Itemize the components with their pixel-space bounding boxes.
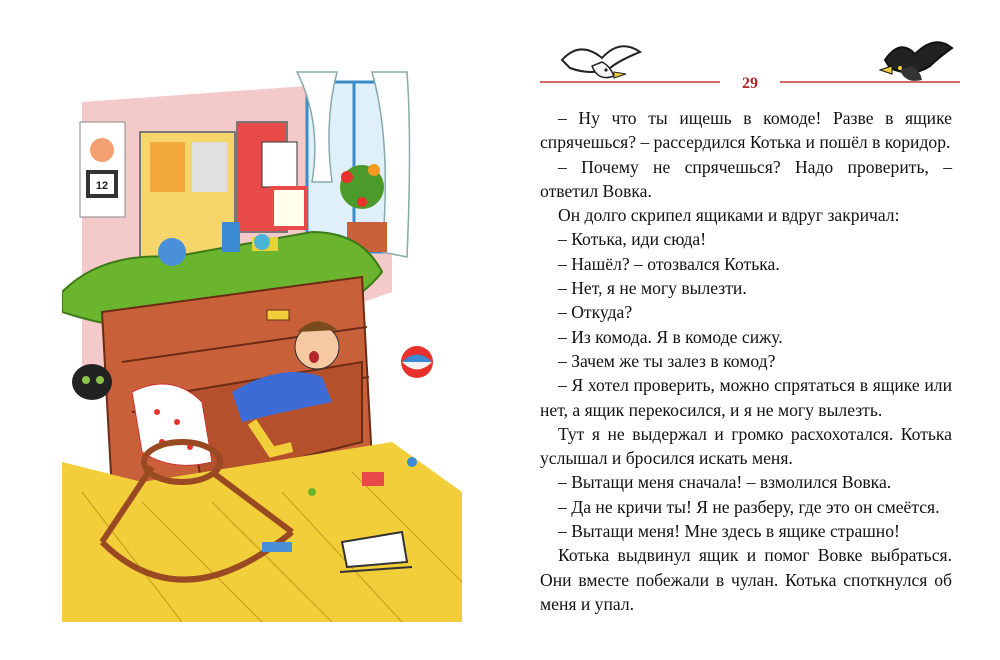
paragraph: – Ну что ты ищешь в комоде! Разве в ящике спрячешься? – рассердился Котька и пошёл в коридор. — [540, 108, 952, 153]
paragraph: – Почему не спрячешься? Надо проверить, – ответил Вовка. — [540, 156, 952, 201]
page-number: 29 — [742, 75, 758, 92]
paragraph: Он долго скрипел ящиками и вдруг закричал: — [558, 205, 900, 226]
paragraph: – Нашёл? – отозвался Котька. — [558, 253, 780, 274]
paragraph: – Вытащи меня сначала! – взмолился Вовка. — [558, 472, 892, 493]
paragraph: Тут я не выдержал и громко расхохотался. Котька услышал и бросился искать меня. — [540, 423, 952, 469]
paragraph: – Нет, я не могу вылезти. — [558, 278, 747, 299]
calendar-number: 12 — [95, 180, 109, 192]
story-text — [540, 106, 952, 616]
paragraph: – Зачем же ты залез в комод? — [558, 350, 776, 371]
paragraph: – Котька, иди сюда! — [558, 229, 707, 250]
paragraph: – Да не кричи ты! Я не разберу, где это он смеётся. — [558, 496, 940, 517]
paragraph: Котька выдвинул ящик и помог Вовке выбраться. Они вместе побежали в чулан. Котька споткнулся об меня и упал. — [540, 545, 952, 614]
paragraph: – Вытащи меня! Мне здесь в ящике страшно! — [558, 521, 900, 542]
chest-of-drawers-illustration — [62, 62, 462, 622]
paragraph: – Я хотел проверить, можно спрятаться в ящике или нет, а ящик перекосился, и я не могу вылезть. — [540, 375, 952, 420]
page-header — [540, 30, 960, 110]
paragraph: – Из комода. Я в комоде сижу. — [558, 326, 783, 347]
black-bird-icon — [880, 42, 952, 81]
paragraph: – Откуда? — [558, 302, 633, 323]
white-bird-icon — [562, 46, 640, 78]
